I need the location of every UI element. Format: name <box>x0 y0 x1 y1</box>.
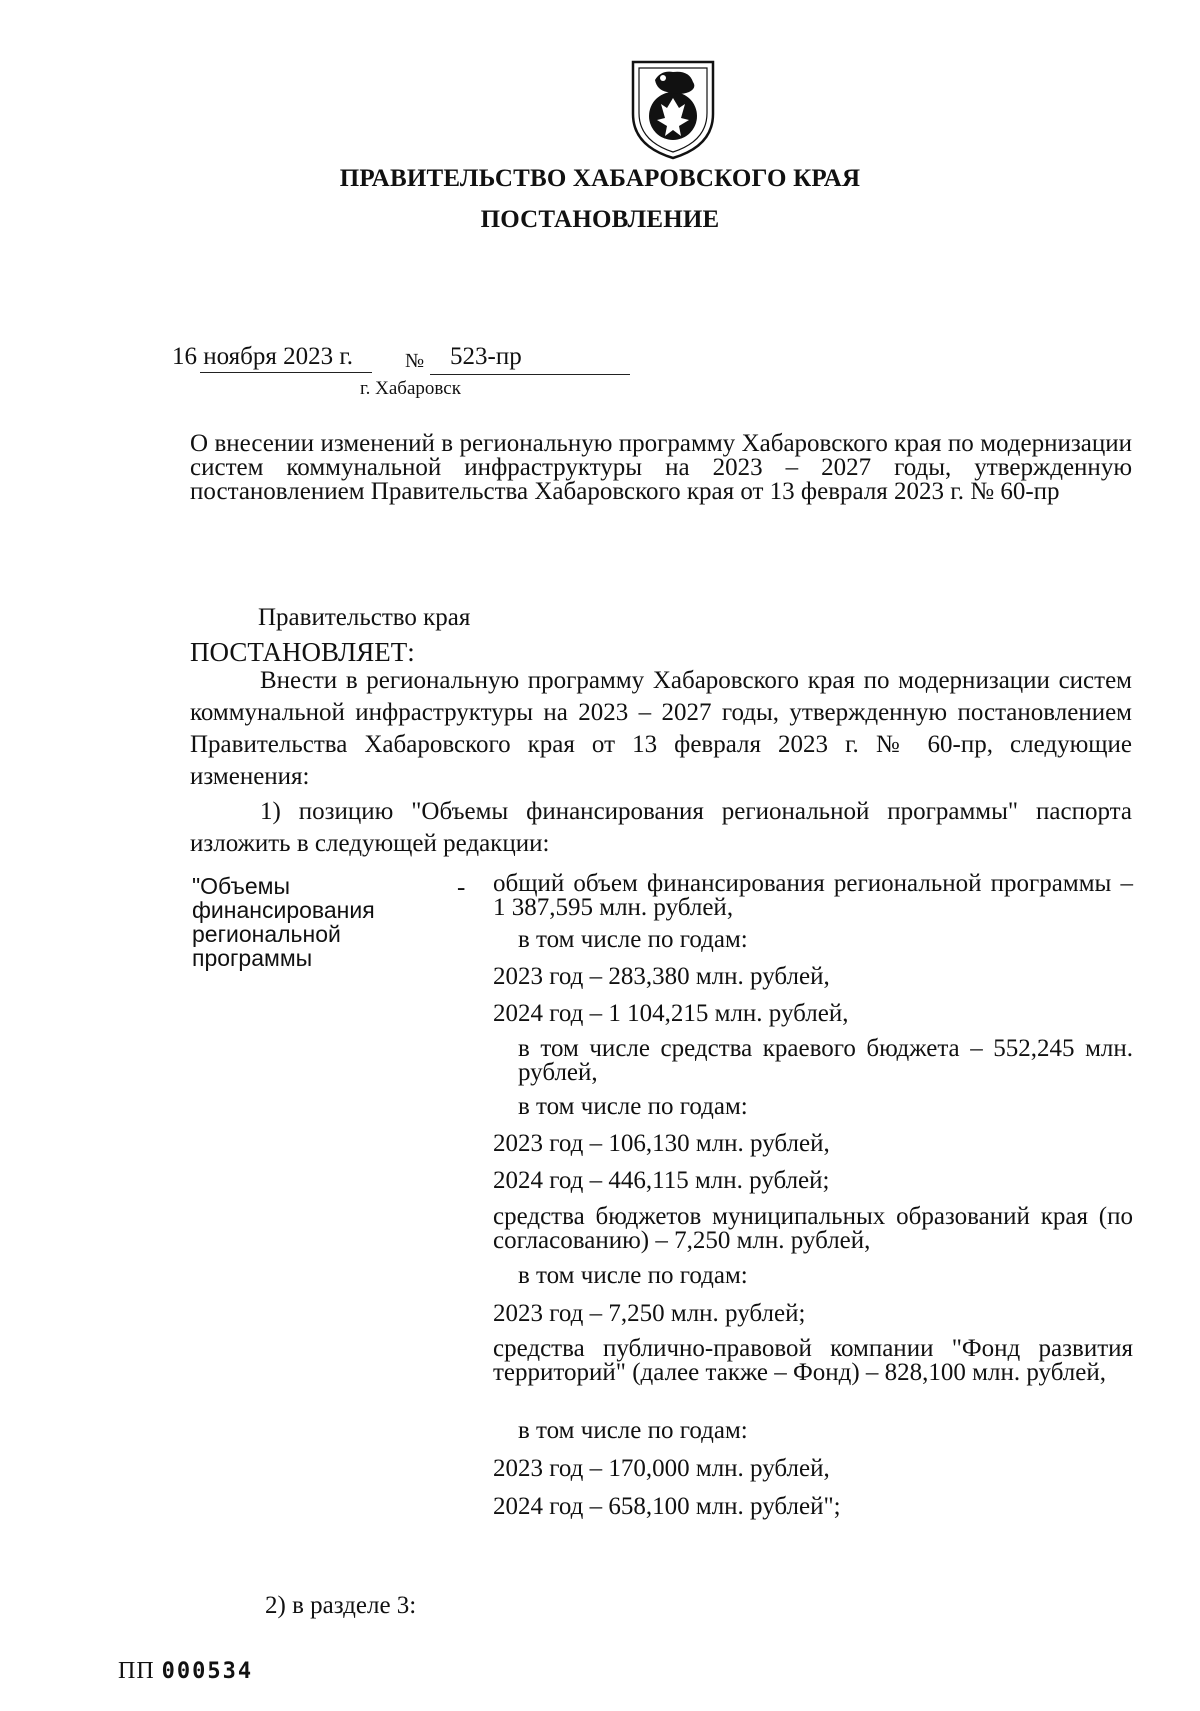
next-section-heading: 2) в разделе 3: <box>265 1592 417 1619</box>
regional-2024: 2024 год – 446,115 млн. рублей; <box>493 1167 830 1194</box>
financing-dash: - <box>457 874 466 901</box>
financing-label: "Объемы финансирования региональной программы <box>192 873 375 971</box>
regional-2023: 2023 год – 106,130 млн. рублей, <box>493 1130 830 1157</box>
coat-of-arms-emblem <box>627 58 719 162</box>
financing-2024: 2024 год – 1 104,215 млн. рублей, <box>493 1000 849 1027</box>
form-series: ПП <box>118 1658 155 1684</box>
financing-by-years-label: в том числе по годам: <box>518 926 748 953</box>
fund-total: средства публично-правовой компании "Фонд развития территорий" (далее также – Фонд) – 828,100 млн. рублей, <box>493 1335 1133 1386</box>
document-subject: О внесении изменений в региональную программу Хабаровского края по модернизации систем коммунальной инфраструктуры на 2023 – 2027 годы, утвержденную постановлением Правительства Хабаровского края от 13 февраля 2023 г. № 60-пр <box>190 430 1132 505</box>
document-type-title: ПОСТАНОВЛЕНИЕ <box>480 206 720 233</box>
preamble-government: Правительство края <box>258 604 471 631</box>
date-underline <box>200 372 372 373</box>
paragraph-item-1: 1) позицию "Объемы финансирования региональной программы" паспорта изложить в следующей редакции: <box>190 798 1132 857</box>
fund-2023: 2023 год – 170,000 млн. рублей, <box>493 1455 830 1482</box>
financing-2023: 2023 год – 283,380 млн. рублей, <box>493 963 830 990</box>
document-number: 523-пр <box>450 343 522 370</box>
financing-total: общий объем финансирования региональной программы – 1 387,595 млн. рублей, <box>493 870 1133 921</box>
preamble-decree: ПОСТАНОВЛЯЕТ: <box>190 637 415 667</box>
regional-by-years-label: в том числе по годам: <box>518 1093 748 1120</box>
paragraph-amendments: Внести в региональную программу Хабаровского края по модернизации систем коммунальной инфраструктуры на 2023 – 2027 годы, утвержденную постановлением Правительства Хабаровского края от 13 февраля 2023 г. № 60-пр, следующие изменения: <box>190 667 1132 790</box>
number-underline <box>430 374 630 375</box>
document-date: 16 ноября 2023 г. <box>172 343 354 370</box>
fund-2024: 2024 год – 658,100 млн. рублей"; <box>493 1493 841 1520</box>
municipal-by-years-label: в том числе по годам: <box>518 1262 748 1289</box>
municipal-2023: 2023 год – 7,250 млн. рублей; <box>493 1300 806 1327</box>
municipal-budget-total: средства бюджетов муниципальных образований края (по согласованию) – 7,250 млн. рублей, <box>493 1203 1133 1254</box>
form-serial-code <box>118 1658 253 1685</box>
document-city: г. Хабаровск <box>360 378 461 399</box>
regional-budget-total: в том числе средства краевого бюджета – 552,245 млн. рублей, <box>518 1035 1133 1086</box>
form-number: 000534 <box>161 1659 254 1684</box>
government-title: ПРАВИТЕЛЬСТВО ХАБАРОВСКОГО КРАЯ <box>339 165 861 192</box>
number-sign: № <box>405 350 425 372</box>
fund-by-years-label: в том числе по годам: <box>518 1417 748 1444</box>
